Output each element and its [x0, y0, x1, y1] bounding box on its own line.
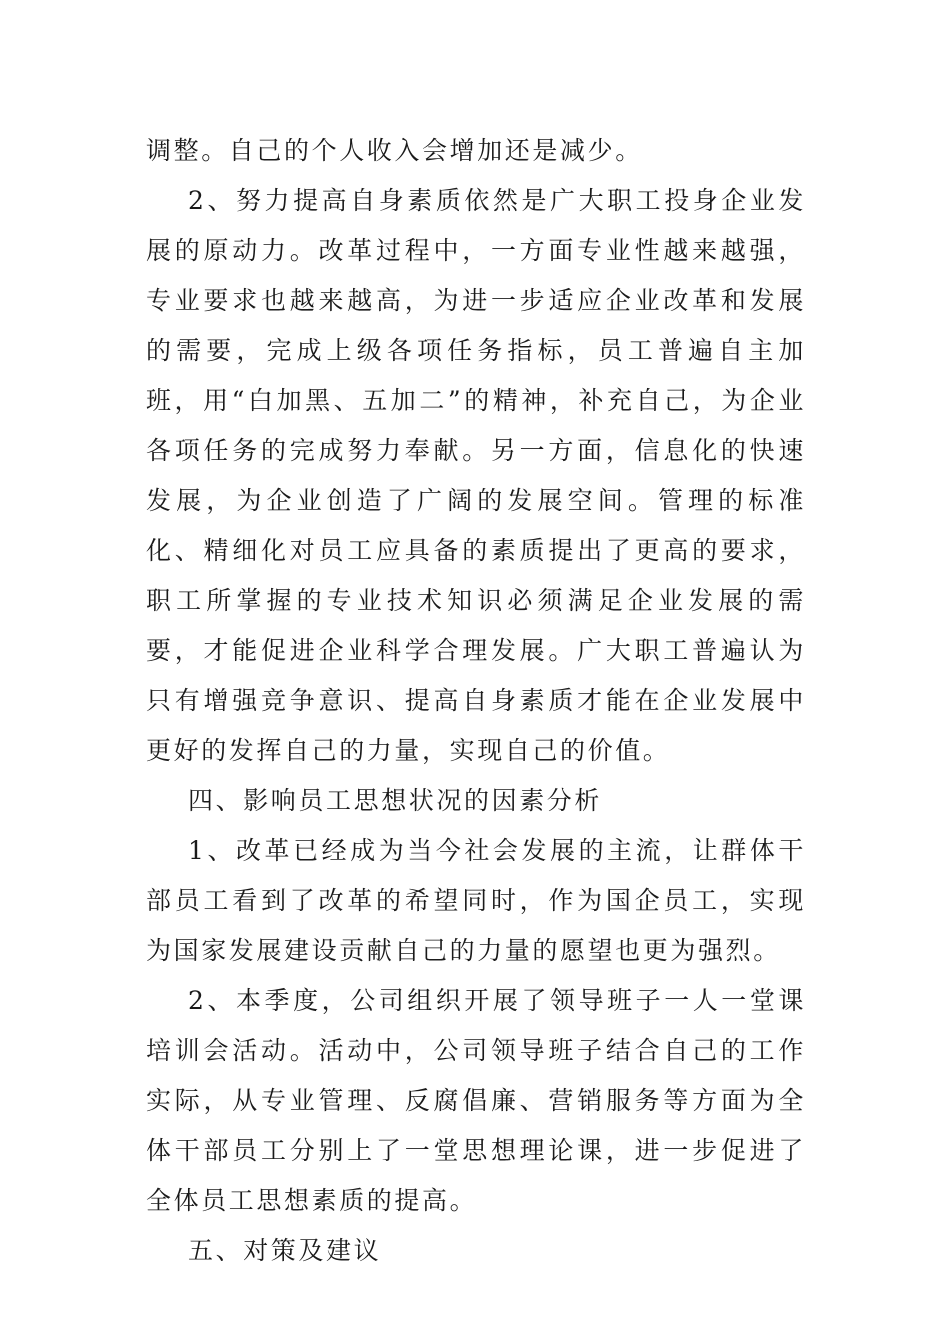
- paragraph-training-activity: 2、本季度，公司组织开展了领导班子一人一堂课培训会活动。活动中，公司领导班子结合自己的工作实际，从专业管理、反腐倡廉、营销服务等方面为全体干部员工分别上了一堂思想理论课，进一步促进了全体员工思想素质的提高。: [146, 986, 806, 1215]
- paragraph-continuation: 调整。自己的个人收入会增加还是减少。: [146, 136, 643, 165]
- section-heading-factors: 四、影响员工思想状况的因素分析: [188, 786, 603, 815]
- paragraph-self-improvement: 2、努力提高自身素质依然是广大职工投身企业发展的原动力。改革过程中，一方面专业性越来越强，专业要求也越来越高，为进一步适应企业改革和发展的需要，完成上级各项任务指标，员工普遍自主加班，用“白加黑、五加二”的精神，补充自己，为企业各项任务的完成努力奉献。另一方面，信息化的快速发展，为企业创造了广阔的发展空间。管理的标准化、精细化对员工应具备的素质提出了更高的要求，职工所掌握的专业技术知识必须满足企业发展的需要，才能促进企业科学合理发展。广大职工普遍认为只有增强竞争意识、提高自身素质才能在企业发展中更好的发挥自己的力量，实现自己的价值。: [146, 186, 806, 765]
- paragraph-reform-mainstream: 1、改革已经成为当今社会发展的主流，让群体干部员工看到了改革的希望同时，作为国企员工，实现为国家发展建设贡献自己的力量的愿望也更为强烈。: [146, 836, 806, 965]
- section-heading-suggestions: 五、对策及建议: [188, 1236, 382, 1265]
- document-body: [146, 126, 806, 1276]
